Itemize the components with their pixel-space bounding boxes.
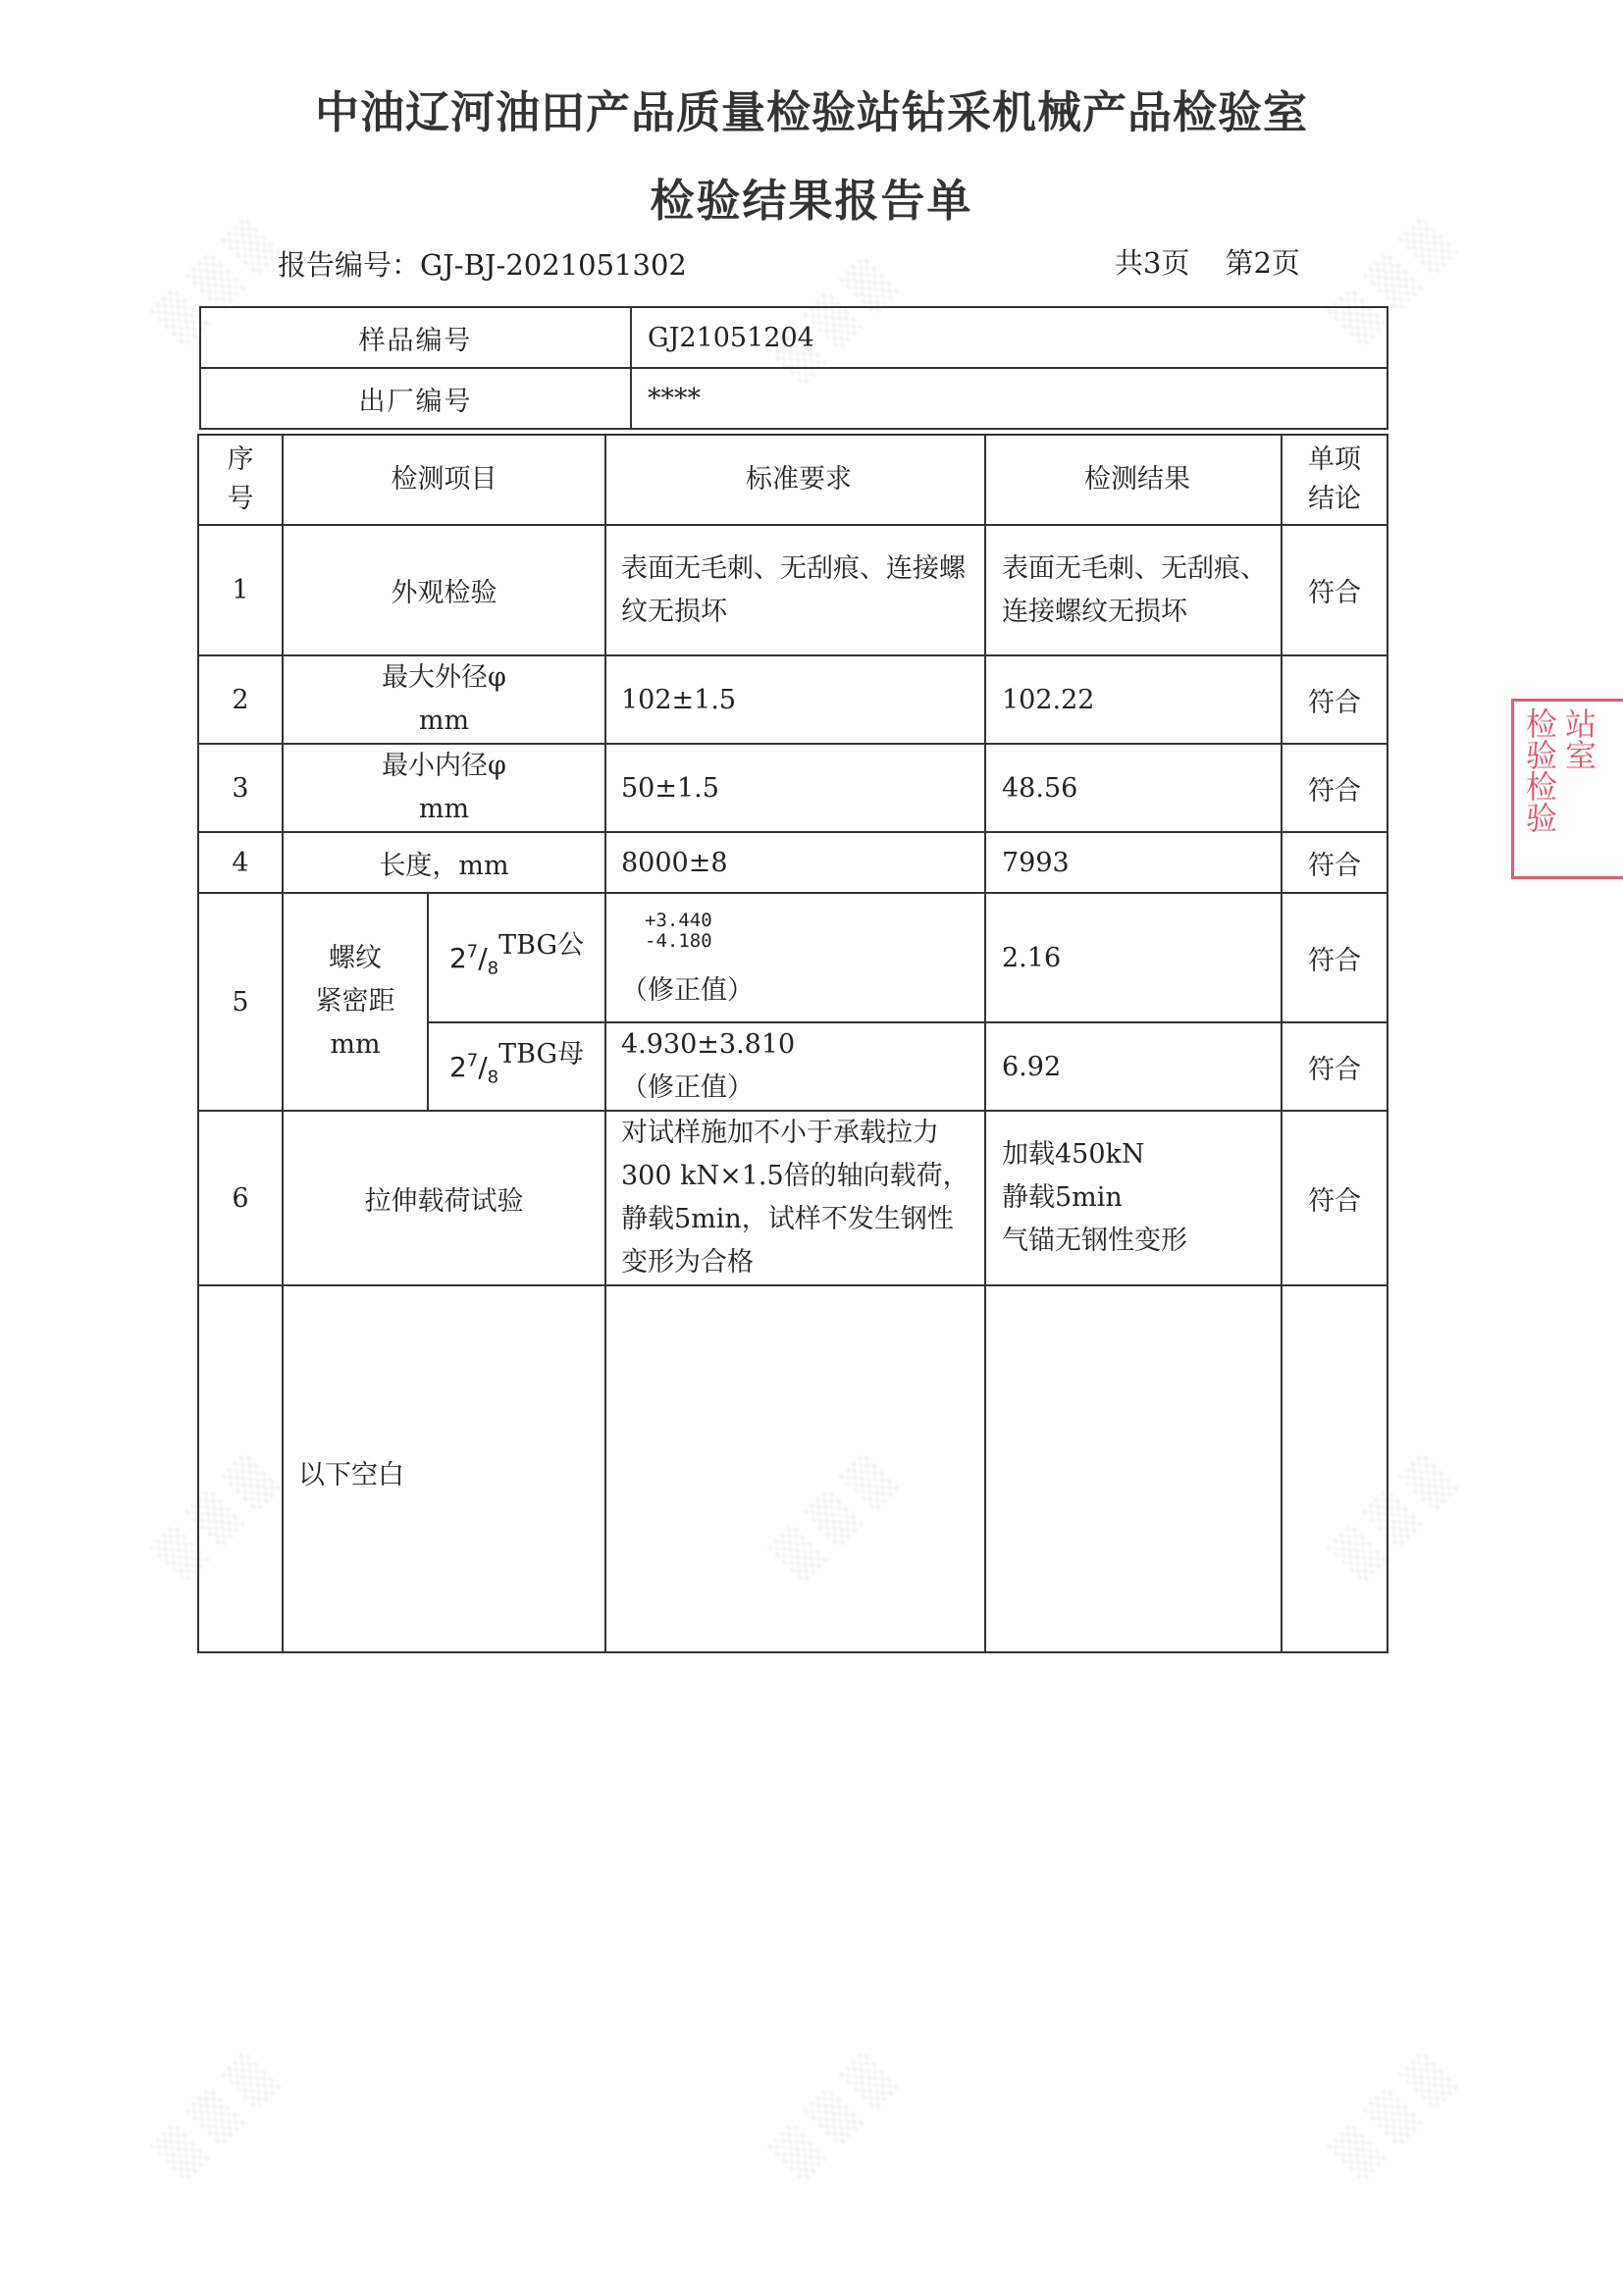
row-conclusion: 符合 [1282,1022,1387,1111]
inspection-table [197,434,1388,1653]
header-conclusion: 单项 结论 [1282,435,1387,525]
tolerance-upper: +3.440 [645,909,712,931]
header-result: 检测结果 [985,435,1282,525]
row-result: 48.56 [985,744,1282,832]
thread-spec [428,893,605,1022]
report-number-label: 报告编号： [278,248,421,282]
table-row [198,1285,1387,1652]
table-row [198,655,1387,744]
row-no: 4 [198,832,283,893]
watermark [1326,2050,1459,2183]
row-item: 螺纹 紧密距 mm [283,893,428,1111]
row-no: 1 [198,525,283,655]
thread-size: $2^7/_8$ [448,1050,499,1088]
row-item: 最大外径φ mm [283,655,605,744]
row-conclusion: 符合 [1282,655,1387,744]
row-item: 外观检验 [283,525,605,655]
table-row [200,368,1387,429]
standard-value: 4.930±3.810 [621,1029,796,1060]
row-no: 2 [198,655,283,744]
row-standard [605,1022,985,1111]
report-number-value: GJ-BJ-2021051302 [420,248,687,282]
correction-note: （修正值） [621,974,754,1006]
row-conclusion: 符合 [1282,893,1387,1022]
row-standard [605,1285,985,1652]
correction-note: （修正值） [621,1072,754,1103]
row-item: 最小内径φ mm [283,744,605,832]
factory-no-value: **** [631,368,1387,429]
row-conclusion: 符合 [1282,525,1387,655]
total-pages: 共3页 [1115,246,1190,280]
header-no: 序 号 [198,435,283,525]
sample-info-table [199,306,1388,430]
row-no: 6 [198,1111,283,1285]
row-conclusion [1282,1285,1387,1652]
thread-size: $2^7/_8$ [448,941,499,979]
row-standard: 表面无毛刺、无刮痕、连接螺纹无损坏 [605,525,985,655]
inspection-stamp: 检验检验 站室 [1511,699,1623,879]
row-result: 102.22 [985,655,1282,744]
thread-type: TBG母 [498,1038,585,1070]
document-title: 中油辽河油田产品质量检验站钻采机械产品检验室 [314,86,1308,138]
row-result: 表面无毛刺、无刮痕、连接螺纹无损坏 [985,525,1282,655]
table-row [198,893,1387,1022]
report-number [278,243,687,284]
blank-note: 以下空白 [283,1285,605,1652]
page-info [1115,241,1300,282]
row-no: 3 [198,744,283,832]
thread-spec [428,1022,605,1111]
sample-no-label: 样品编号 [200,307,631,368]
row-no [198,1285,283,1652]
watermark [766,2050,900,2183]
document-subtitle: 检验结果报告单 [650,175,973,227]
row-standard: 对试样施加不小于承载拉力300 kN×1.5倍的轴向载荷，静载5min，试样不发生钢性变形为合格 [605,1111,985,1285]
row-result: 6.92 [985,1022,1282,1111]
row-standard: 102±1.5 [605,655,985,744]
table-header-row [198,435,1387,525]
row-result: 2.16 [985,893,1282,1022]
row-standard [605,893,985,1022]
row-no: 5 [198,893,283,1111]
thread-type: TBG公 [498,929,585,961]
row-conclusion: 符合 [1282,744,1387,832]
tolerance-lower: -4.180 [645,929,712,952]
table-row [198,525,1387,655]
factory-no-label: 出厂编号 [200,368,631,429]
row-result: 7993 [985,832,1282,893]
row-standard: 50±1.5 [605,744,985,832]
table-row [198,744,1387,832]
table-row [200,307,1387,368]
row-result: 加载450kN 静载5min 气锚无钢性变形 [985,1111,1282,1285]
table-row [198,832,1387,893]
row-item: 拉伸载荷试验 [283,1111,605,1285]
row-item: 长度，mm [283,832,605,893]
watermark [148,2050,282,2183]
header-standard: 标准要求 [605,435,985,525]
current-page: 第2页 [1225,246,1300,280]
row-standard: 8000±8 [605,832,985,893]
row-conclusion: 符合 [1282,832,1387,893]
table-row [198,1111,1387,1285]
row-conclusion: 符合 [1282,1111,1387,1285]
header-item: 检测项目 [283,435,605,525]
sample-no-value: GJ21051204 [631,307,1387,368]
row-result [985,1285,1282,1652]
